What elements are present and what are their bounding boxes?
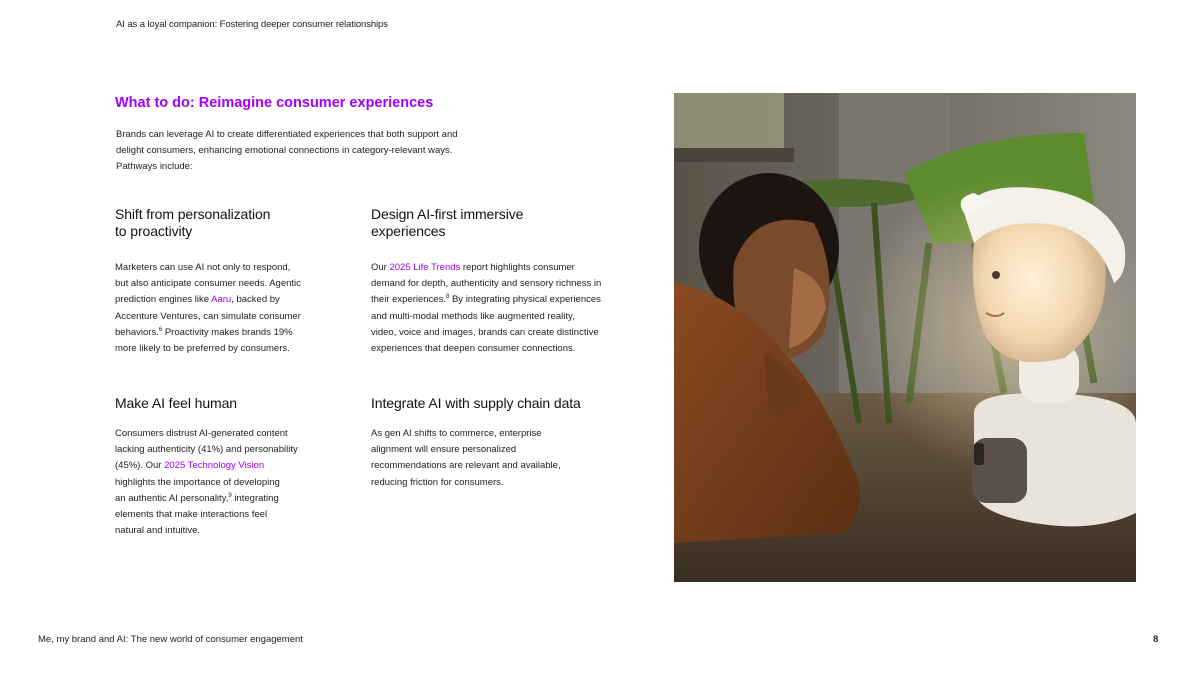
body-line: Marketers can use AI not only to respond, xyxy=(115,262,291,273)
text-run: , backed by xyxy=(231,294,280,306)
pathway-heading xyxy=(115,395,345,412)
body-line: alignment will ensure personalized xyxy=(371,444,517,456)
pathway-body xyxy=(371,426,651,491)
pathway-heading xyxy=(371,395,651,412)
text-run: Our xyxy=(371,262,390,273)
text-run: an authentic AI personality, xyxy=(115,492,229,504)
text-run: prediction engines like xyxy=(115,294,212,306)
text-run: Proactivity makes brands 19% xyxy=(162,326,293,338)
body-line: more likely to be preferred by consumers. xyxy=(115,343,290,355)
text-run: integrating xyxy=(231,492,279,504)
photo-illustration xyxy=(674,93,1136,582)
technology-vision-link[interactable]: 2025 Technology Vision xyxy=(164,460,265,472)
section-title: What to do: Reimagine consumer experiences xyxy=(115,95,434,111)
body-line xyxy=(115,458,345,474)
body-line: demand for depth, authenticity and sensory richness in xyxy=(371,278,602,290)
body-line xyxy=(115,292,345,308)
footer-doc-title: Me, my brand and AI: The new world of consumer engagement xyxy=(38,634,303,645)
aaru-link[interactable]: Aaru xyxy=(211,294,232,306)
pathway-body xyxy=(115,426,345,539)
heading-line: experiences xyxy=(371,223,446,239)
body-line xyxy=(371,260,651,276)
intro-line: delight consumers, enhancing emotional connections in category-relevant ways. xyxy=(116,145,453,156)
body-line: As gen AI shifts to commerce, enterprise xyxy=(371,428,542,439)
body-line: and multi-modal methods like augmented reality, xyxy=(371,310,575,322)
body-line: but also anticipate consumer needs. Agentic xyxy=(115,278,301,290)
body-line xyxy=(115,491,345,507)
body-line: natural and intuitive. xyxy=(115,525,201,537)
body-line: video, voice and images, brands can create distinctive xyxy=(371,326,599,338)
running-header: AI as a loyal companion: Fostering deeper consumer relationships xyxy=(116,19,388,30)
pathway-body xyxy=(371,260,651,357)
body-line: elements that make interactions feel xyxy=(115,509,268,521)
body-line xyxy=(115,325,345,341)
body-line: experiences that deepen consumer connections. xyxy=(371,343,576,355)
body-line: reducing friction for consumers. xyxy=(371,476,504,488)
body-line: Consumers distrust AI-generated content xyxy=(115,428,288,439)
child-robot-photo xyxy=(674,93,1136,582)
heading-line: Shift from personalization xyxy=(115,206,271,222)
pathway-body xyxy=(115,260,345,357)
footnote-ref[interactable]: 6 xyxy=(158,326,163,333)
text-run: behaviors. xyxy=(115,326,159,338)
body-line: Accenture Ventures, can simulate consumer xyxy=(115,310,301,322)
page-number: 8 xyxy=(1153,634,1159,645)
text-run: (45%). Our xyxy=(115,460,165,472)
heading-line: Integrate AI with supply chain data xyxy=(371,395,581,411)
body-line: lacking authenticity (41%) and personability xyxy=(115,444,298,456)
pathway-personalization xyxy=(115,206,345,357)
pathway-immersive xyxy=(371,206,651,357)
life-trends-link[interactable]: 2025 Life Trends xyxy=(389,262,461,273)
text-run: By integrating physical experiences xyxy=(449,294,601,306)
intro-line: Brands can leverage AI to create differentiated experiences that both support and xyxy=(116,129,458,140)
text-run: report highlights consumer xyxy=(460,262,575,273)
body-line: highlights the importance of developing xyxy=(115,476,280,488)
body-line: recommendations are relevant and available, xyxy=(371,460,561,472)
intro-line: Pathways include: xyxy=(116,161,193,172)
pathway-heading xyxy=(115,206,345,240)
pathway-heading xyxy=(371,206,651,240)
body-line xyxy=(371,292,651,308)
footnote-ref[interactable]: 8 xyxy=(445,294,450,301)
heading-line: to proactivity xyxy=(115,223,193,239)
footnote-ref[interactable]: 9 xyxy=(228,492,232,499)
pathway-human xyxy=(115,395,345,539)
heading-line: Make AI feel human xyxy=(115,395,237,411)
intro-paragraph xyxy=(116,127,516,175)
pathway-supply-chain xyxy=(371,395,651,491)
heading-line: Design AI-first immersive xyxy=(371,206,524,222)
text-run: their experiences. xyxy=(371,294,446,306)
